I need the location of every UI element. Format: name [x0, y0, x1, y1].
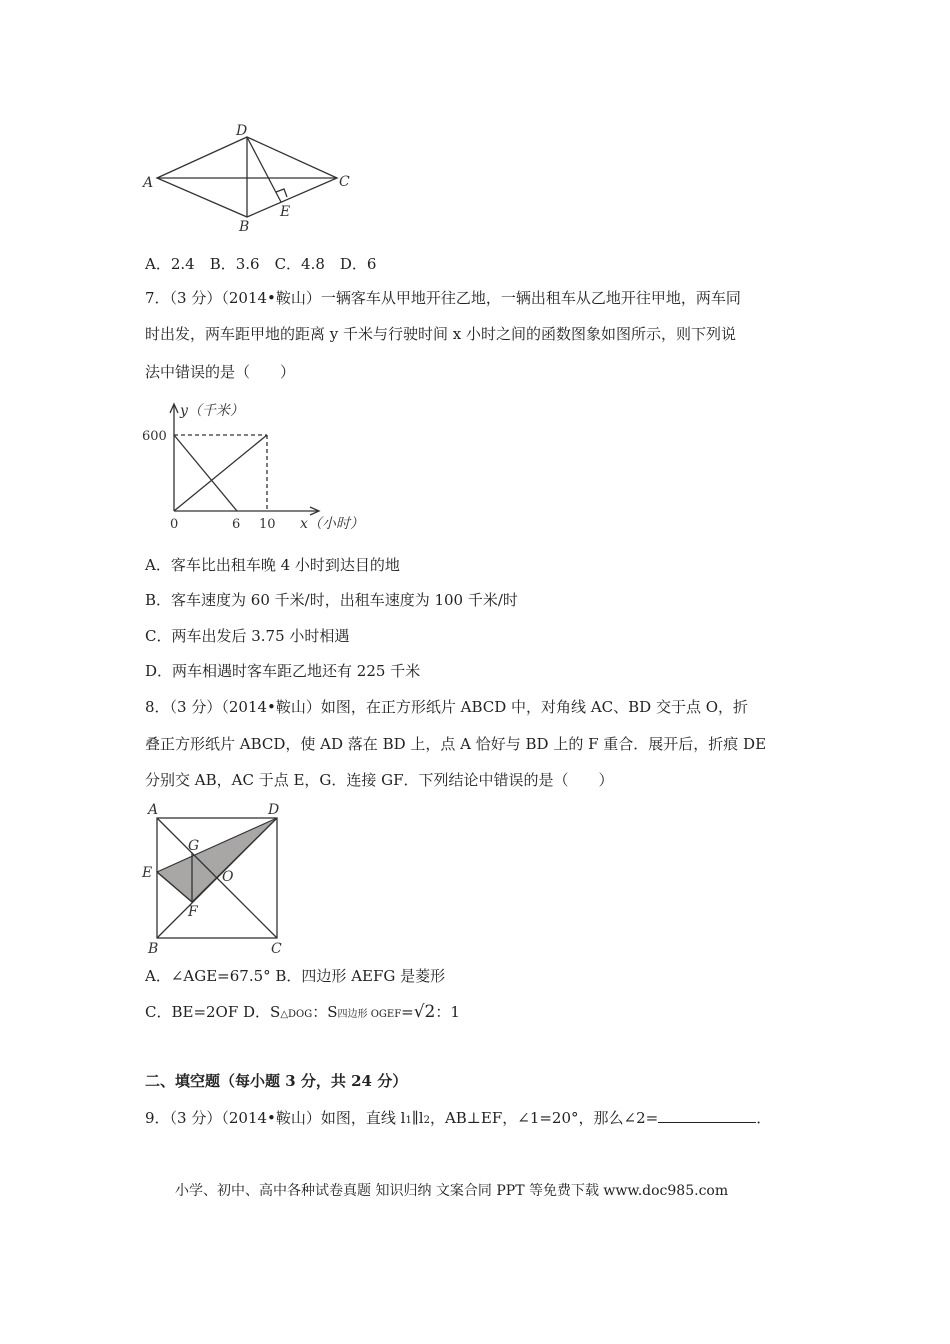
q9-part3: ，AB⊥EF，∠1=20°，那么∠2= — [429, 1109, 659, 1127]
q8-optc-eq: = — [401, 1003, 414, 1021]
label-c: C — [271, 941, 282, 957]
series-bus — [174, 435, 267, 511]
shaded-triangle — [157, 818, 277, 902]
q8-optc-sqrt: √2 — [413, 1002, 436, 1022]
q7-option-c: C．两车出发后 3.75 小时相遇 — [145, 627, 350, 645]
q6-options: A．2.4 B．3.6 C．4.8 D．6 — [145, 255, 377, 273]
q8-options-ab: A．∠AGE=67.5° B．四边形 AEFG 是菱形 — [145, 967, 446, 985]
label-b: B — [239, 219, 250, 235]
q9-end: ． — [756, 1109, 772, 1127]
label-d: D — [268, 802, 280, 818]
series-taxi — [174, 435, 237, 511]
q7-option-a: A．客车比出租车晚 4 小时到达目的地 — [145, 556, 400, 574]
label-d: D — [236, 123, 248, 139]
q7-line3: 法中错误的是（ ） — [145, 363, 296, 381]
q8-optc-sub2: 四边形 OGEF — [337, 1009, 402, 1020]
tick-origin: 0 — [170, 517, 179, 532]
tick-x-10: 10 — [259, 517, 276, 532]
label-c: C — [339, 174, 350, 190]
q8-optc-mid: ：S — [312, 1003, 338, 1021]
page-footer: 小学、初中、高中各种试卷真题 知识归纳 文案合同 PPT 等免费下载 www.doc985.com — [175, 1183, 729, 1199]
q8-line2: 叠正方形纸片 ABCD，使 AD 落在 BD 上，点 A 恰好与 BD 上的 F 重合．展开后，折痕 DE — [145, 735, 767, 753]
q8-optc-sub1: △DOG — [280, 1009, 313, 1020]
label-f: F — [188, 904, 198, 920]
square-fold-figure — [140, 800, 300, 958]
q9-answer-blank[interactable] — [658, 1108, 756, 1123]
q9-line — [145, 1108, 771, 1131]
label-o: O — [222, 869, 234, 885]
q7-option-b: B．客车速度为 60 千米/时，出租车速度为 100 千米/时 — [145, 591, 518, 609]
q8-line1: 8．（3 分）（2014•鞍山）如图，在正方形纸片 ABCD 中，对角线 AC、BD 交于点 O，折 — [145, 698, 749, 716]
rhombus-figure — [140, 120, 360, 235]
label-e: E — [280, 204, 291, 220]
y-axis-label: y（千米） — [180, 403, 244, 419]
q8-line3: 分别交 AB，AC 于点 E，G．连接 GF．下列结论中错误的是（ ） — [145, 771, 614, 789]
q9-sub2: 2 — [423, 1115, 430, 1126]
segment-de — [247, 137, 281, 202]
tick-x-6: 6 — [232, 517, 241, 532]
q9-part2: ∥l — [411, 1109, 424, 1127]
label-a: A — [148, 802, 159, 818]
q8-options-cd — [145, 1002, 460, 1025]
q7-option-d: D．两车相遇时客车距乙地还有 225 千米 — [145, 662, 421, 680]
q8-optc-prefix: C．BE=2OF D．S — [145, 1003, 281, 1021]
q7-line2: 时出发，两车距甲地的距离 y 千米与行驶时间 x 小时之间的函数图象如图所示，则下列说 — [145, 325, 737, 343]
label-e: E — [142, 865, 153, 881]
distance-time-chart — [140, 395, 390, 535]
q8-optc-end: ：1 — [435, 1003, 460, 1021]
section2-title: 二、填空题（每小题 3 分，共 24 分） — [145, 1072, 408, 1090]
q7-line1: 7．（3 分）（2014•鞍山）一辆客车从甲地开往乙地，一辆出租车从乙地开往甲地，两车同 — [145, 289, 741, 307]
label-a: A — [143, 175, 154, 191]
label-b: B — [148, 941, 159, 957]
x-axis-label: x（小时） — [300, 516, 364, 532]
tick-y-600: 600 — [142, 429, 167, 444]
q9-sub1: 1 — [405, 1115, 412, 1126]
q9-part1: 9．（3 分）（2014•鞍山）如图，直线 l — [145, 1109, 406, 1127]
label-g: G — [188, 838, 200, 854]
